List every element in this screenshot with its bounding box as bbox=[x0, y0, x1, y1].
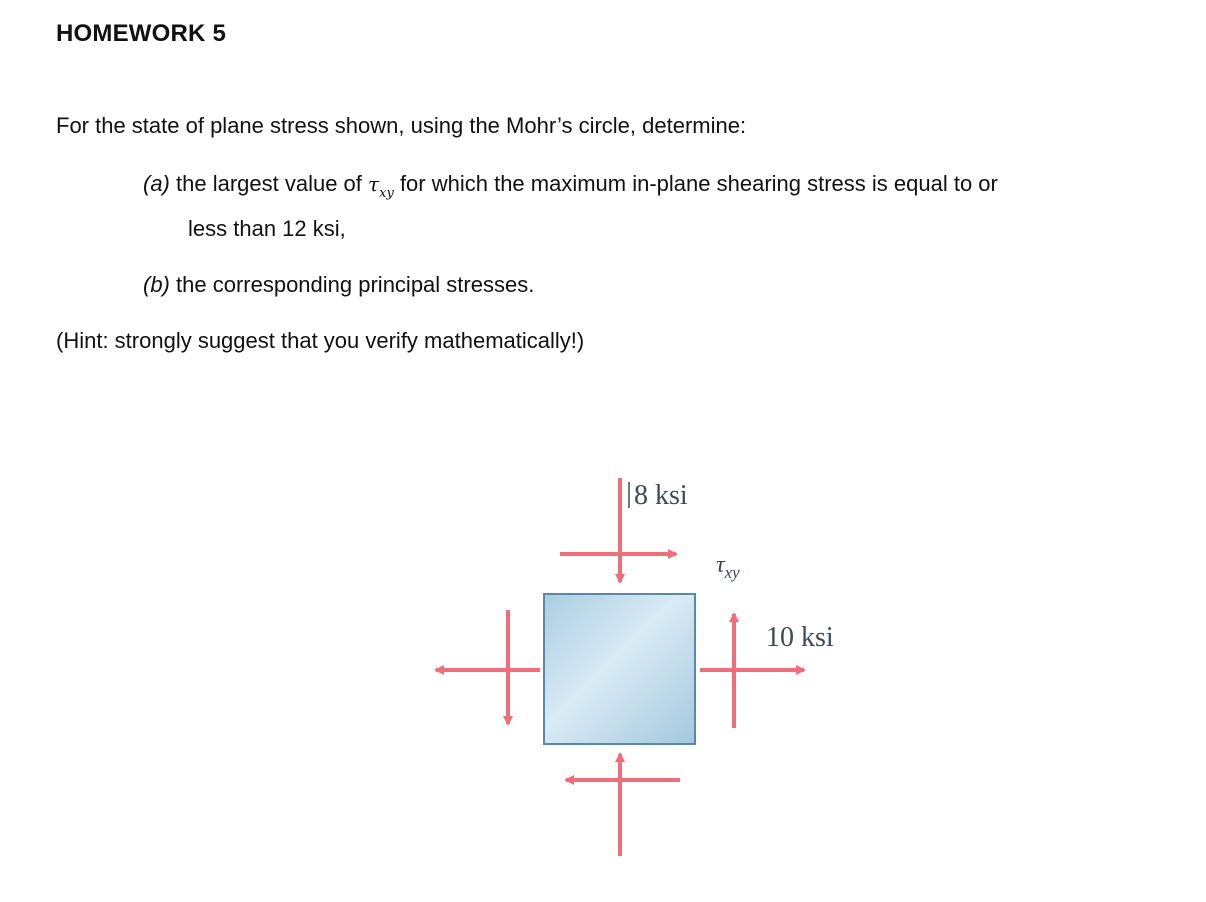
problem-intro: For the state of plane stress shown, using the Mohr’s circle, determine: bbox=[56, 113, 747, 138]
part-a-line2: less than 12 ksi, bbox=[188, 216, 346, 241]
part-a bbox=[143, 171, 1183, 201]
stress-element bbox=[544, 594, 695, 744]
part-b-label: (b) bbox=[143, 272, 170, 297]
vertical-stress-label: 8 ksi bbox=[634, 480, 688, 511]
part-a-label: (a) bbox=[143, 171, 170, 196]
page-title: HOMEWORK 5 bbox=[56, 20, 226, 47]
shear-stress-label: τxy bbox=[716, 552, 740, 582]
part-a-text-before: the largest value of bbox=[176, 171, 362, 196]
part-a-text-after: for which the maximum in-plane shearing stress is equal to or bbox=[399, 171, 998, 196]
part-b-text: the corresponding principal stresses. bbox=[176, 272, 535, 297]
part-b bbox=[143, 272, 534, 298]
hint-text: (Hint: strongly suggest that you verify mathematically!) bbox=[56, 328, 585, 353]
tau-xy-symbol: $\tau_{xy}$ bbox=[368, 172, 394, 201]
stress-element-diagram bbox=[420, 470, 860, 870]
horizontal-stress-label: 10 ksi bbox=[766, 622, 834, 653]
